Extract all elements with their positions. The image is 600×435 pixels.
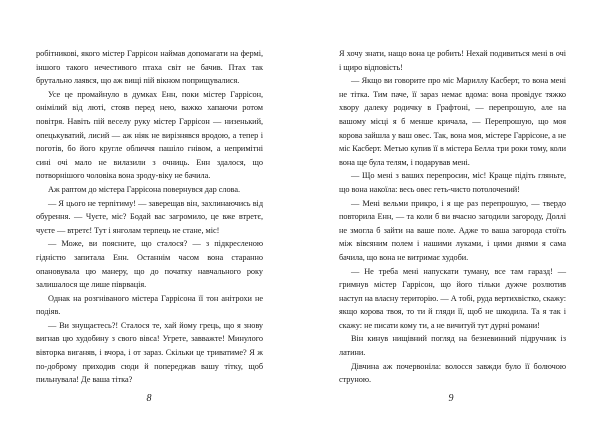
right-page-number: 9 [448, 393, 454, 404]
right-paragraph: Дівчина аж почервоніла: волосся завжди було її болючою струною. [339, 361, 566, 385]
left-paragraph: Однак на розгніваного містера Гаррісона її тон анітрохи не подіяв. [36, 293, 263, 317]
right-paragraph: — Мені вельми прикро, і я ще раз перепрошую, — твердо повторила Енн, — та коли б ви вчасно загодили загороду, Доллі не змогла б зайти на ваше поле. Адже то ваша загорода стоїть між вівсяним полем і нашими луками, і цими днями я сама бачила, що вона не витримає худоби. [339, 198, 566, 262]
right-page [339, 47, 566, 387]
left-page-number: 8 [146, 393, 152, 404]
left-paragraph: — Я цього не терпітиму! — заверещав він, захлинаючись від обурення. — Чуєте, міс? Бодай вас загромило, це вже втретє, чуєте — втретє! Тут і янголам терпець не стане, міс! [36, 198, 263, 235]
right-paragraph: — Що мені з ваших перепросин, міс! Краще підіть гляньте, що вона накоїла: весь овес геть-чисто потолочений! [339, 171, 566, 194]
right-paragraph: — Якщо ви говорите про міс Мариллу Касберт, то вона мені не тітка. Тим паче, її зараз немає вдома: вона провідує тяжко хвору далеку родичку в Графтоні, — перепрошую, але на вашому місці я б менше кричала, — Перепрошую, що моя корова зайшла у ваш овес. Так, вона моя, містере Гаррісоне, а не міс Касберт. Метью купив її в містера Белла три роки тому, коли вона ще була телям, і подарував мені. [339, 76, 566, 167]
left-paragraph: — Ви знущаєтесь?! Сталося те, хай йому грець, що я знову вигнав цю худобину з свого вівса! Угрете, завважте! Минулого вівторка виганяв, і вчора, і от зараз. Скільки це триватиме? Я ж по-доброму приходив сюди й попереджав вашу тітку, щоб пильнувала! Де ваша тітка? [36, 320, 263, 385]
right-paragraph: — Не треба мені напускати туману, все там гаразд! — гримнув містер Гаррісон, що його тільки дужче розлютив наступ на власну територію. — А тобі, руда вертихвістко, скажу: якщо корова твоя, то ти й гляди її, щоб не шкодила. Та я так і скажу: не писати кому ти, а не вичитуй тут дурні романи! [339, 266, 566, 330]
left-paragraph: Усе це промайнуло в думках Енн, поки містер Гаррісон, онімілий від люті, стояв перед нею, важко хапаючи ротом повітря. Навіть пій веселу руку містер Гаррісон — низенький, опецькуватий, лисий — аж ніяк не вирізнявся вродою, а тепер і поготів, бо його кругле обличчя пашіло гнівом, а непримітні сині очі мало не вилазили з очниць. Енн здалося, що потворнішого чоловіка вона зроду-віку не бачила. [36, 89, 263, 181]
left-page [36, 47, 263, 387]
right-paragraph: Він кинув нищівний погляд на безневинний підручник із латини. [339, 334, 566, 358]
left-paragraph: — Може, ви поясните, що сталося? — з підкресленою гідністю запитала Енн. Останнім часом вона старанно опановувала цю манеру, що до початку навчального року залишалося ще лише піврвація. [36, 239, 263, 290]
right-paragraph: Я хочу знати, нащо вона це робить! Нехай подивиться мені в очі і щиро відповість! [339, 49, 566, 72]
left-paragraph: робітникові, якого містер Гаррісон наймав допомагати на фермі, іншого такого нечестивого птаха світ не бачив. Птах так брутально лаявся, що аж вищі пій вікном поприщувалися. [36, 49, 263, 86]
left-paragraph: Аж раптом до містера Гаррісона повернувся дар слова. [48, 184, 240, 194]
